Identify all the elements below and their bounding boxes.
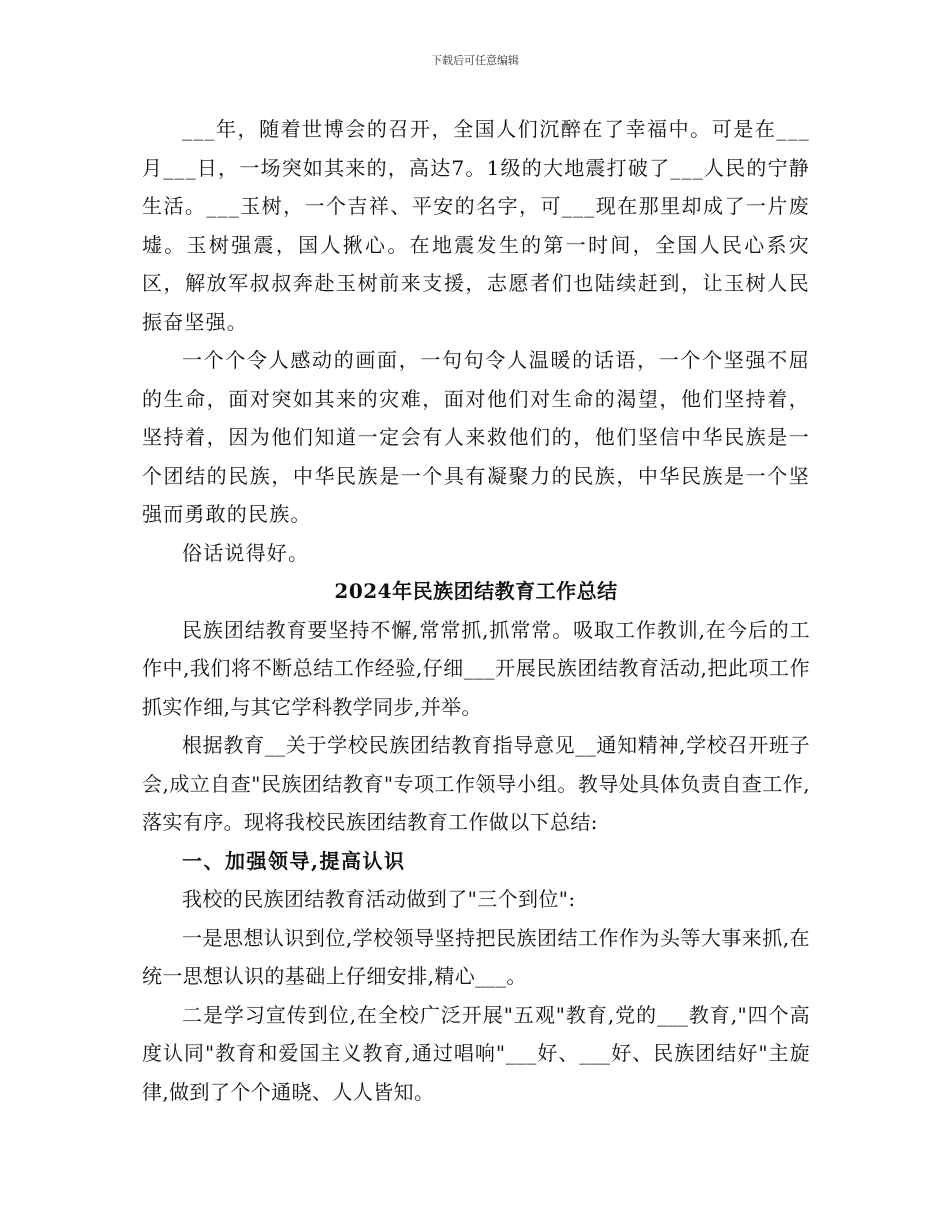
paragraph-7: 一是思想认识到位,学校领导坚持把民族团结工作作为头等大事来抓,在统一思想认识的基础上仔细安排,精心___。 [142, 925, 810, 988]
document-body [142, 110, 810, 1111]
paragraph-6: 我校的民族团结教育活动做到了"三个到位": [182, 887, 576, 911]
paragraph-3: 俗话说得好。 [182, 540, 310, 565]
paragraph-5: 根据教育__关于学校民族团结教育指导意见__通知精神,学校召开班子会,成立自查"民族团结教育"专项工作领导小组。教导处具体负责自查工作,落实有序。现将我校民族团结教育工作做以下总结: [142, 733, 810, 834]
section-heading-1: 一、加强领导,提高认识 [182, 848, 406, 873]
document-title: 2024年民族团结教育工作总结 [334, 579, 618, 603]
paragraph-2: 一个个令人感动的画面，一句句令人温暖的话语，一个个坚强不屈的生命，面对突如其来的灾难，面对他们对生命的渴望，他们坚持着，坚持着，因为他们知道一定会有人来救他们的，他们坚信中华民族是一个团结的民族，中华民族是一个具有凝聚力的民族，中华民族是一个坚强而勇敢的民族。 [142, 348, 810, 526]
paragraph-8: 二是学习宣传到位,在全校广泛开展"五观"教育,党的___教育,"四个高度认同"教育和爱国主义教育,通过唱响"___好、___好、民族团结好"主旋律,做到了个个通晓、人人皆知。 [142, 1002, 810, 1104]
page-header-note: 下载后可任意编辑 [431, 54, 519, 67]
paragraph-4: 民族团结教育要坚持不懈,常常抓,抓常常。吸取工作教训,在今后的工作中,我们将不断总结工作经验,仔细___开展民族团结教育活动,把此项工作抓实作细,与其它学科教学同步,并举。 [142, 617, 810, 719]
paragraph-1: ___年，随着世博会的召开，全国人们沉醉在了幸福中。可是在___月___日，一场突如其来的，高达7。1级的大地震打破了___人民的宁静生活。___玉树，一个吉祥、平安的名字，可___现在那里却成了一片废墟。玉树强震，国人揪心。在地震发生的第一时间，全国人民心系灾区，解放军叔叔奔赴玉树前来支援，志愿者们也陆续赶到，让玉树人民振奋坚强。 [142, 117, 810, 334]
